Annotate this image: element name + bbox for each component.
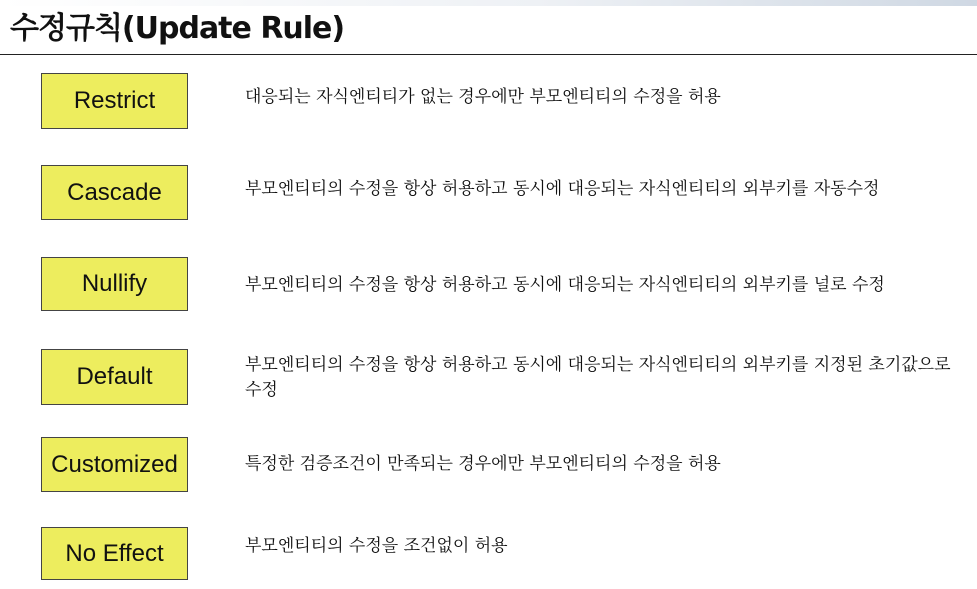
rule-description-cascade: 부모엔티티의 수정을 항상 허용하고 동시에 대응되는 자식엔티티의 외부키를 자동수정: [245, 179, 880, 199]
rule-box-default: Default: [41, 349, 188, 405]
page-title: 수정규칙(Update Rule): [10, 11, 345, 46]
rule-description-no-effect: 부모엔티티의 수정을 조건없이 허용: [245, 536, 508, 556]
rule-box-restrict: Restrict: [41, 73, 188, 129]
rule-description-nullify: 부모엔티티의 수정을 항상 허용하고 동시에 대응되는 자식엔티티의 외부키를 널로 수정: [245, 275, 885, 295]
title-divider: [0, 54, 977, 55]
rule-box-nullify: Nullify: [41, 257, 188, 311]
rule-box-customized: Customized: [41, 437, 188, 492]
top-decoration-strip: [0, 0, 977, 6]
rule-description-default: 부모엔티티의 수정을 항상 허용하고 동시에 대응되는 자식엔티티의 외부키를 지정된 초기값으로 수정: [245, 355, 951, 400]
rule-box-no-effect: No Effect: [41, 527, 188, 580]
rule-description-customized: 특정한 검증조건이 만족되는 경우에만 부모엔티티의 수정을 허용: [245, 454, 721, 474]
rule-box-cascade: Cascade: [41, 165, 188, 220]
rule-description-restrict: 대응되는 자식엔티티가 없는 경우에만 부모엔티티의 수정을 허용: [245, 87, 721, 107]
